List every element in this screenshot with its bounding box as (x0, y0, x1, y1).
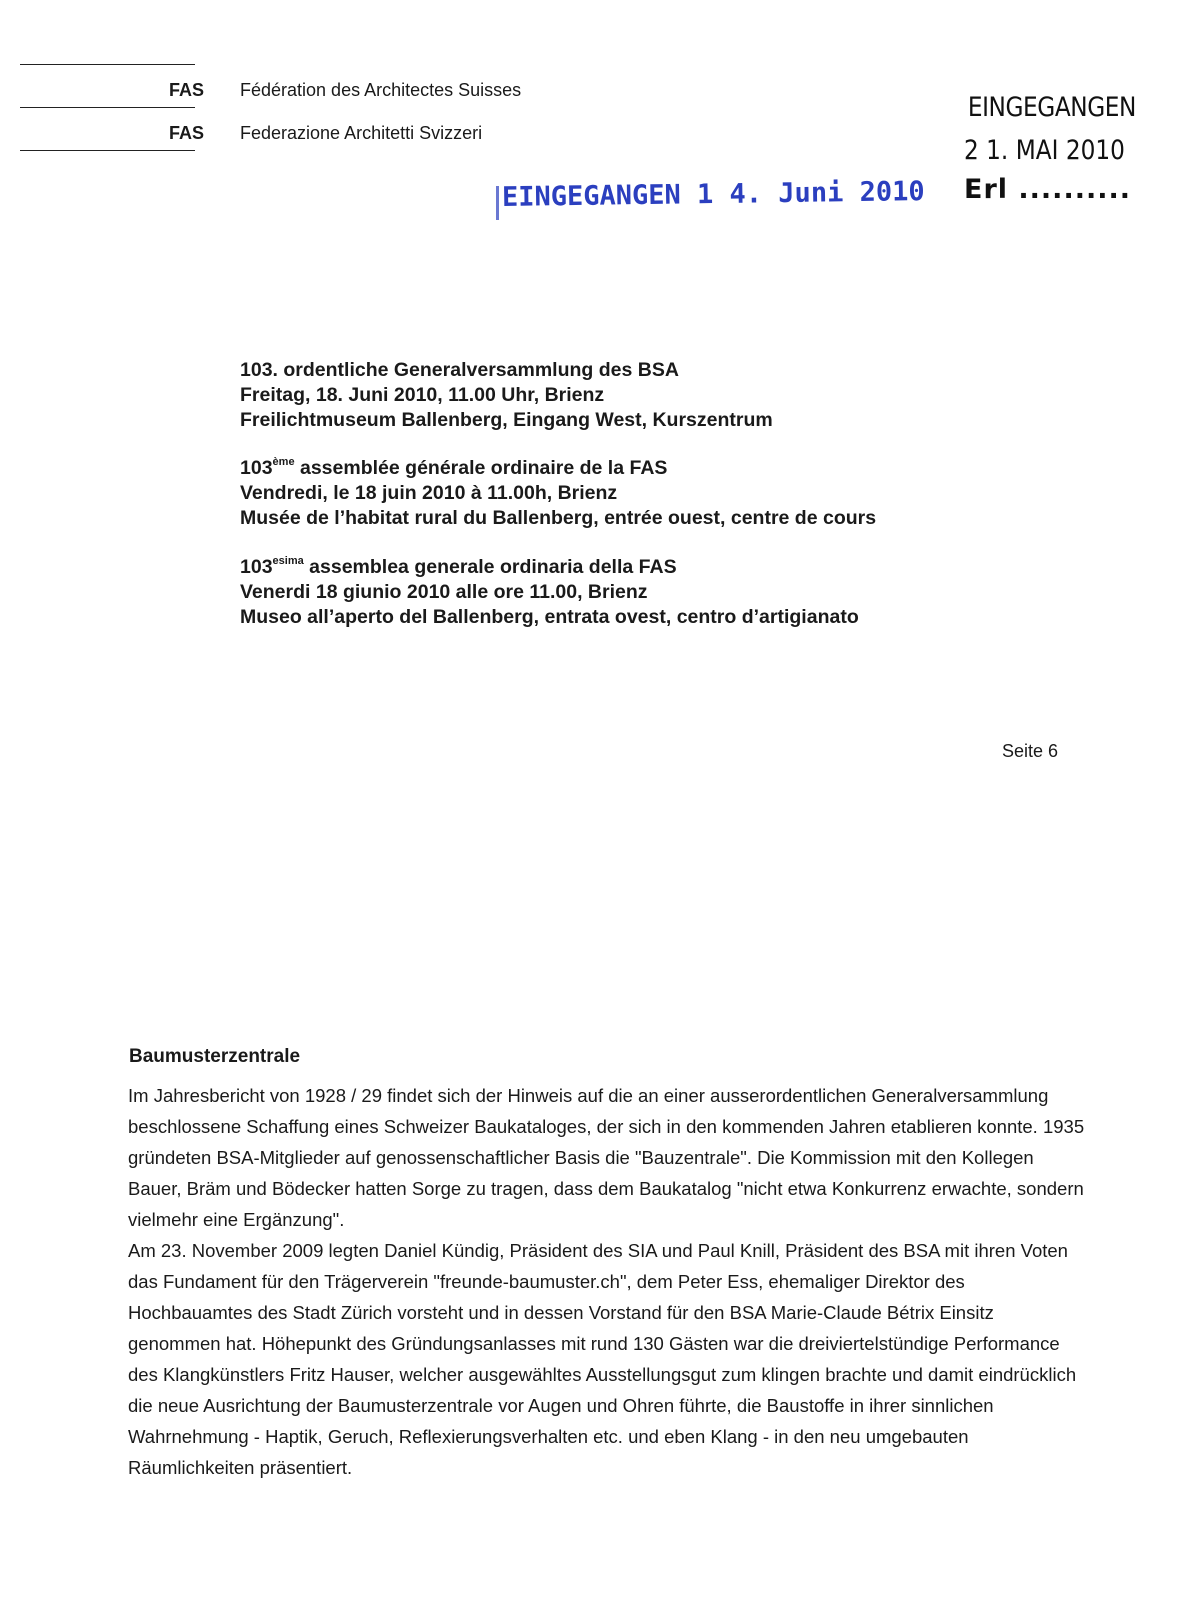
received-stamp-blue: EINGEGANGEN 1 4. Juni 2010 (501, 176, 925, 213)
meeting-block-de (240, 352, 773, 433)
letterhead-name-fr: Fédération des Architectes Suisses (240, 80, 522, 100)
received-stamp-erl: Erl .......... (964, 174, 1131, 205)
letterhead-rule-middle (20, 107, 195, 108)
meeting-block-it (240, 549, 859, 630)
meeting-title-it: $103^{esima}$ assemblea generale ordinaria della FAS (240, 555, 677, 578)
meeting-date-it: Venerdi 18 giunio 2010 alle ore 11.00, Brienz (240, 581, 648, 603)
letterhead-name-it: Federazione Architetti Svizzeri (240, 123, 483, 143)
meeting-place-de: Freilichtmuseum Ballenberg, Eingang West, Kurszentrum (240, 409, 773, 431)
meeting-date-fr: Vendredi, le 18 juin 2010 à 11.00h, Brienz (240, 482, 618, 504)
letterhead-abbr-fr: FAS (168, 80, 204, 100)
meeting-title-fr: 103ème assemblée générale ordinaire de la FAS (240, 456, 668, 479)
received-stamp-date: 2 1. MAI 2010 (964, 135, 1125, 166)
page-label: Seite 6 (1002, 741, 1059, 761)
letterhead-rule-bottom (20, 150, 195, 151)
section-body (128, 1080, 1088, 1483)
section-paragraph: Am 23. November 2009 legten Daniel Kündig, Präsident des SIA und Paul Knill, Präsident des BSA mit ihren Voten das Fundament für den Trägerverein "freunde-baumuster.ch", dem Peter Ess, ehemaliger Direktor des Hochbauamtes des Stadt Zürich vorsteht und in dessen Vorstand für den BSA Marie-Claude Bétrix Einsitz genommen hat. Höhepunkt des Gründungsanlasses mit rund 130 Gästen war die dreiviertelstündige Performance des Klangkünstlers Fritz Hauser, welcher ausgewähltes Ausstellungsgut zum klingen brachte und damit eindrücklich die neue Ausrichtung der Baumusterzentrale vor Augen und Ohren führte, die Baustoffe in ihrer sinnlichen Wahrnehmung - Haptik, Geruch, Reflexierungsverhalten etc. und eben Klang - in den neu umgebauten Räumlichkeiten präsentiert. (128, 1240, 1077, 1478)
stamp-mark (496, 186, 499, 220)
letterhead-abbr-it: FAS (168, 123, 204, 143)
meeting-title-de: 103. ordentliche Generalversammlung des BSA (240, 359, 679, 381)
received-stamp-black (936, 92, 1136, 205)
section-title: Baumusterzentrale (129, 1046, 301, 1067)
meeting-place-fr: Musée de l’habitat rural du Ballenberg, entrée ouest, centre de cours (240, 507, 877, 529)
section-paragraph: Im Jahresbericht von 1928 / 29 findet sich der Hinweis auf die an einer ausserordentlichen Generalversammlung beschlossene Schaffung eines Schweizer Baukataloges, der sich in den kommenden Jahren etablieren konnte. 1935 gründeten BSA-Mitglieder auf genossenschaftlicher Basis die "Bauzentrale". Die Kommission mit den Kollegen Bauer, Bräm und Bödecker hatten Sorge zu tragen, dass dem Baukatalog "nicht etwa Konkurrenz erwachte, sondern vielmehr eine Ergänzung". (128, 1085, 1085, 1230)
meeting-place-it: Museo all’aperto del Ballenberg, entrata ovest, centro d’artigianato (240, 606, 859, 628)
received-stamp-label: EINGEGANGEN (967, 92, 1136, 123)
meeting-block-fr (240, 450, 876, 531)
letterhead-rule-top (20, 64, 195, 65)
meeting-date-de: Freitag, 18. Juni 2010, 11.00 Uhr, Brienz (240, 384, 605, 406)
